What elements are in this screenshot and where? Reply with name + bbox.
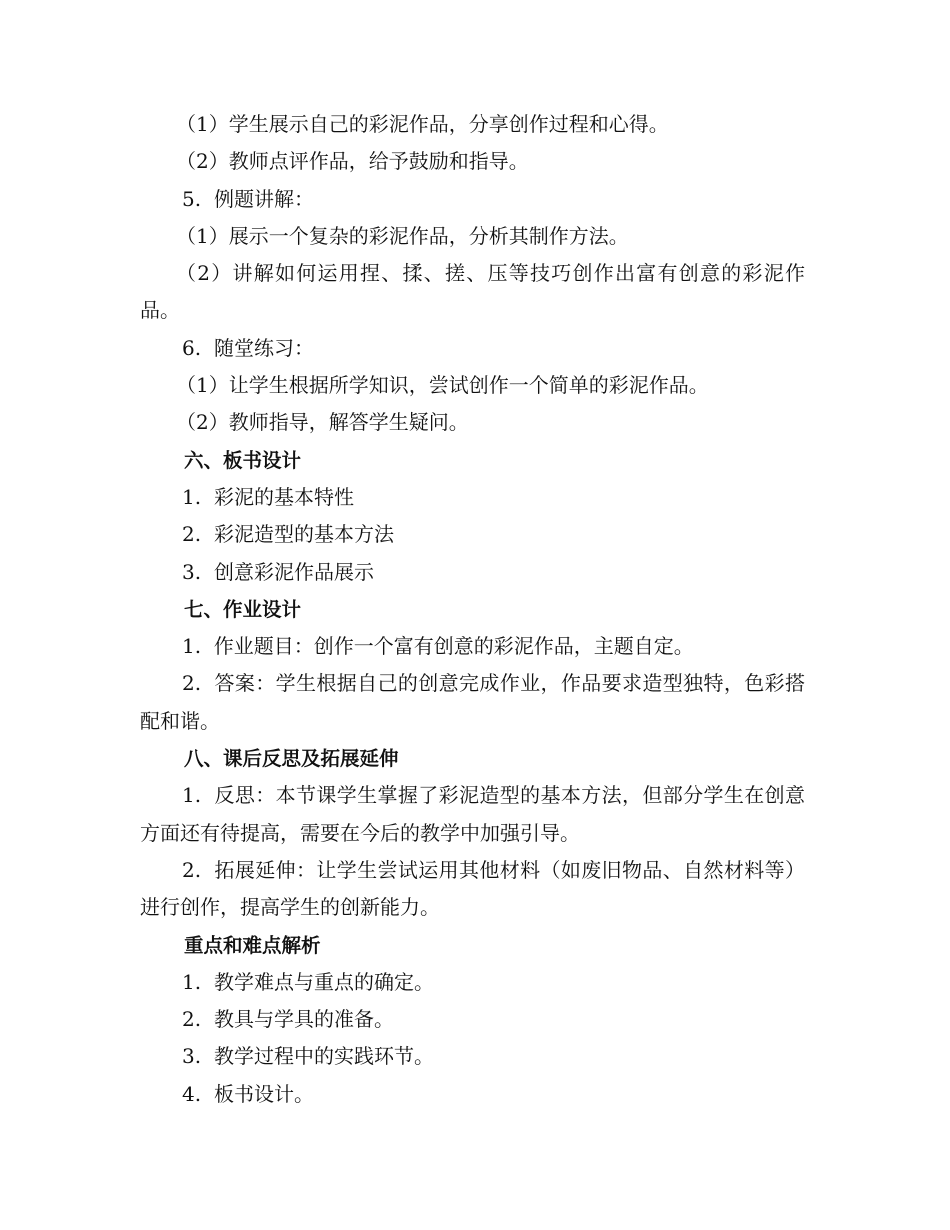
numbered-item bbox=[140, 479, 805, 516]
item-number: 2. bbox=[182, 522, 202, 547]
paragraph: 2. 拓展延伸：让学生尝试运用其他材料（如废旧物品、自然材料等）进行创作，提高学生的创新能力。 bbox=[140, 857, 805, 920]
item-text: 板书设计。 bbox=[214, 1081, 314, 1106]
item-text: 随堂练习： bbox=[214, 335, 314, 360]
section-heading: 八、课后反思及拓展延伸 bbox=[184, 747, 399, 771]
item-text: 彩泥造型的基本方法 bbox=[214, 522, 394, 547]
numbered-item bbox=[140, 554, 805, 591]
document-page bbox=[140, 106, 805, 1113]
item-number: 6. bbox=[182, 335, 202, 360]
paragraph: 1. 反思：本节课学生掌握了彩泥造型的基本方法，但部分学生在创意方面还有待提高，需要在今后的教学中加强引导。 bbox=[140, 783, 805, 845]
item-text: 教学难点与重点的确定。 bbox=[214, 969, 434, 994]
paragraph-line: （1）展示一个复杂的彩泥作品，分析其制作方法。 bbox=[176, 223, 629, 248]
numbered-item bbox=[140, 964, 805, 1001]
item-number: 2. bbox=[182, 1007, 202, 1032]
item-number: 4. bbox=[182, 1081, 202, 1106]
paragraph: 2. 答案：学生根据自己的创意完成作业，作品要求造型独特，色彩搭配和谐。 bbox=[140, 671, 805, 733]
item-text: 创意彩泥作品展示 bbox=[214, 559, 374, 584]
paragraph-line: （2）教师点评作品，给予鼓励和指导。 bbox=[176, 149, 529, 174]
section-heading: 重点和难点解析 bbox=[184, 933, 321, 957]
item-number: 3. bbox=[182, 1044, 202, 1069]
numbered-item bbox=[140, 181, 805, 218]
item-number: 3. bbox=[182, 559, 202, 584]
numbered-item bbox=[140, 1001, 805, 1038]
item-text: 彩泥的基本特性 bbox=[214, 484, 354, 509]
numbered-item bbox=[140, 1076, 805, 1113]
section-heading: 六、板书设计 bbox=[184, 448, 302, 472]
paragraph: （2）讲解如何运用捏、揉、搓、压等技巧创作出富有创意的彩泥作品。 bbox=[140, 261, 805, 323]
paragraph-line: （2）教师指导，解答学生疑问。 bbox=[176, 410, 469, 435]
item-text: 例题讲解： bbox=[214, 186, 314, 211]
section-heading: 七、作业设计 bbox=[184, 597, 302, 621]
paragraph-line: 1. 作业题目：创作一个富有创意的彩泥作品，主题自定。 bbox=[182, 634, 694, 659]
item-number: 1. bbox=[182, 969, 202, 994]
item-text: 教学过程中的实践环节。 bbox=[214, 1044, 434, 1069]
numbered-item bbox=[140, 516, 805, 553]
item-number: 5. bbox=[182, 186, 202, 211]
paragraph-line: （1）学生展示自己的彩泥作品，分享创作过程和心得。 bbox=[176, 112, 669, 136]
item-text: 教具与学具的准备。 bbox=[214, 1007, 394, 1032]
paragraph-line: （1）让学生根据所学知识，尝试创作一个简单的彩泥作品。 bbox=[176, 373, 709, 398]
item-number: 1. bbox=[182, 484, 202, 509]
numbered-item bbox=[140, 330, 805, 367]
numbered-item bbox=[140, 1038, 805, 1075]
